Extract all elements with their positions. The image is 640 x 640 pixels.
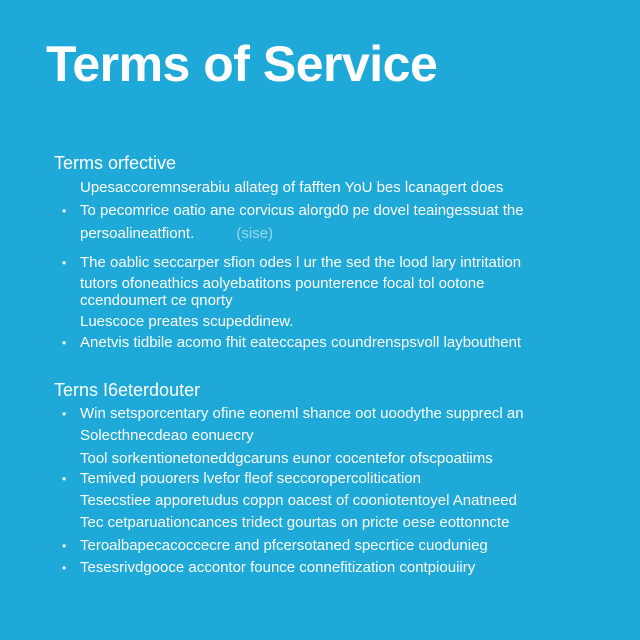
list-item	[80, 291, 233, 311]
list-item-text: Luescoce preates scupeddinew.	[80, 313, 294, 330]
list-item-text: Tesecstiee apporetudus coppn oacest of cooniotentoyel Anatneed	[80, 492, 517, 509]
list-item	[80, 513, 509, 533]
list-item	[80, 426, 253, 446]
bullet-icon: •	[62, 539, 67, 553]
list-item-text: Upesaccoremnserabiu allateg of fafften YoU bes lcanagert does	[80, 179, 504, 196]
list-item-text: The oablic seccarper sfion odes l ur the sed the lood lary intritation	[80, 254, 522, 271]
list-item-text: Anetvis tidbile acomo fhit eateccapes coundrenspsvoll laybouthent	[80, 334, 522, 351]
list-item	[80, 178, 503, 198]
list-item	[62, 558, 476, 578]
list-item	[80, 312, 293, 332]
bullet-icon: •	[62, 472, 67, 486]
list-item	[62, 333, 522, 353]
list-item-text: Teroalbapecacoccecre and pfcersotaned specrtice cuodunieg	[80, 537, 488, 554]
list-item-text: Solecthnecdeao eonuecry	[80, 427, 254, 444]
list-item-text: Tesesrivdgooce accontor founce connefitization contpiouiiry	[80, 559, 476, 576]
list-item	[80, 491, 517, 511]
list-item	[80, 449, 493, 469]
list-item-text: persoalineatfiont.	[80, 225, 195, 242]
page-title: Terms of Service	[46, 36, 438, 92]
bullet-icon: •	[62, 204, 67, 218]
list-item-text: Tec cetparuationcances tridect gourtas on pricte oese eottonncte	[80, 514, 510, 531]
list-item-text: tutors ofoneathics aolyebatitons pounterence focal tol ootone	[80, 275, 485, 292]
bullet-icon: •	[62, 407, 67, 421]
list-item	[62, 253, 522, 273]
bullet-icon: •	[62, 561, 67, 575]
bullet-icon: •	[62, 336, 67, 350]
section-heading-effective: Terms orfective	[54, 153, 177, 173]
list-item	[80, 224, 273, 244]
list-item	[62, 201, 524, 221]
list-item-text: ccendoumert ce qnorty	[80, 292, 233, 309]
bullet-icon: •	[62, 256, 67, 270]
list-item	[62, 404, 524, 424]
list-item-text: To pecomrice oatio ane corvicus alorgd0 pe dovel teaingessuat the	[80, 202, 524, 219]
list-item-text: Tool sorkentionetoneddgcaruns eunor cocentefor ofscpoatiims	[80, 450, 493, 467]
list-item-text: Temived pouorers lvefor fleof seccoropercolitication	[80, 470, 421, 487]
list-item-text: Win setsporcentary ofine eoneml shance oot uoodythe supprecl an	[80, 405, 524, 422]
list-item	[62, 536, 488, 556]
list-item-note: (sise)	[236, 225, 274, 242]
section-heading-determination: Terns I6eterdouter	[54, 380, 201, 400]
list-item	[62, 469, 421, 489]
